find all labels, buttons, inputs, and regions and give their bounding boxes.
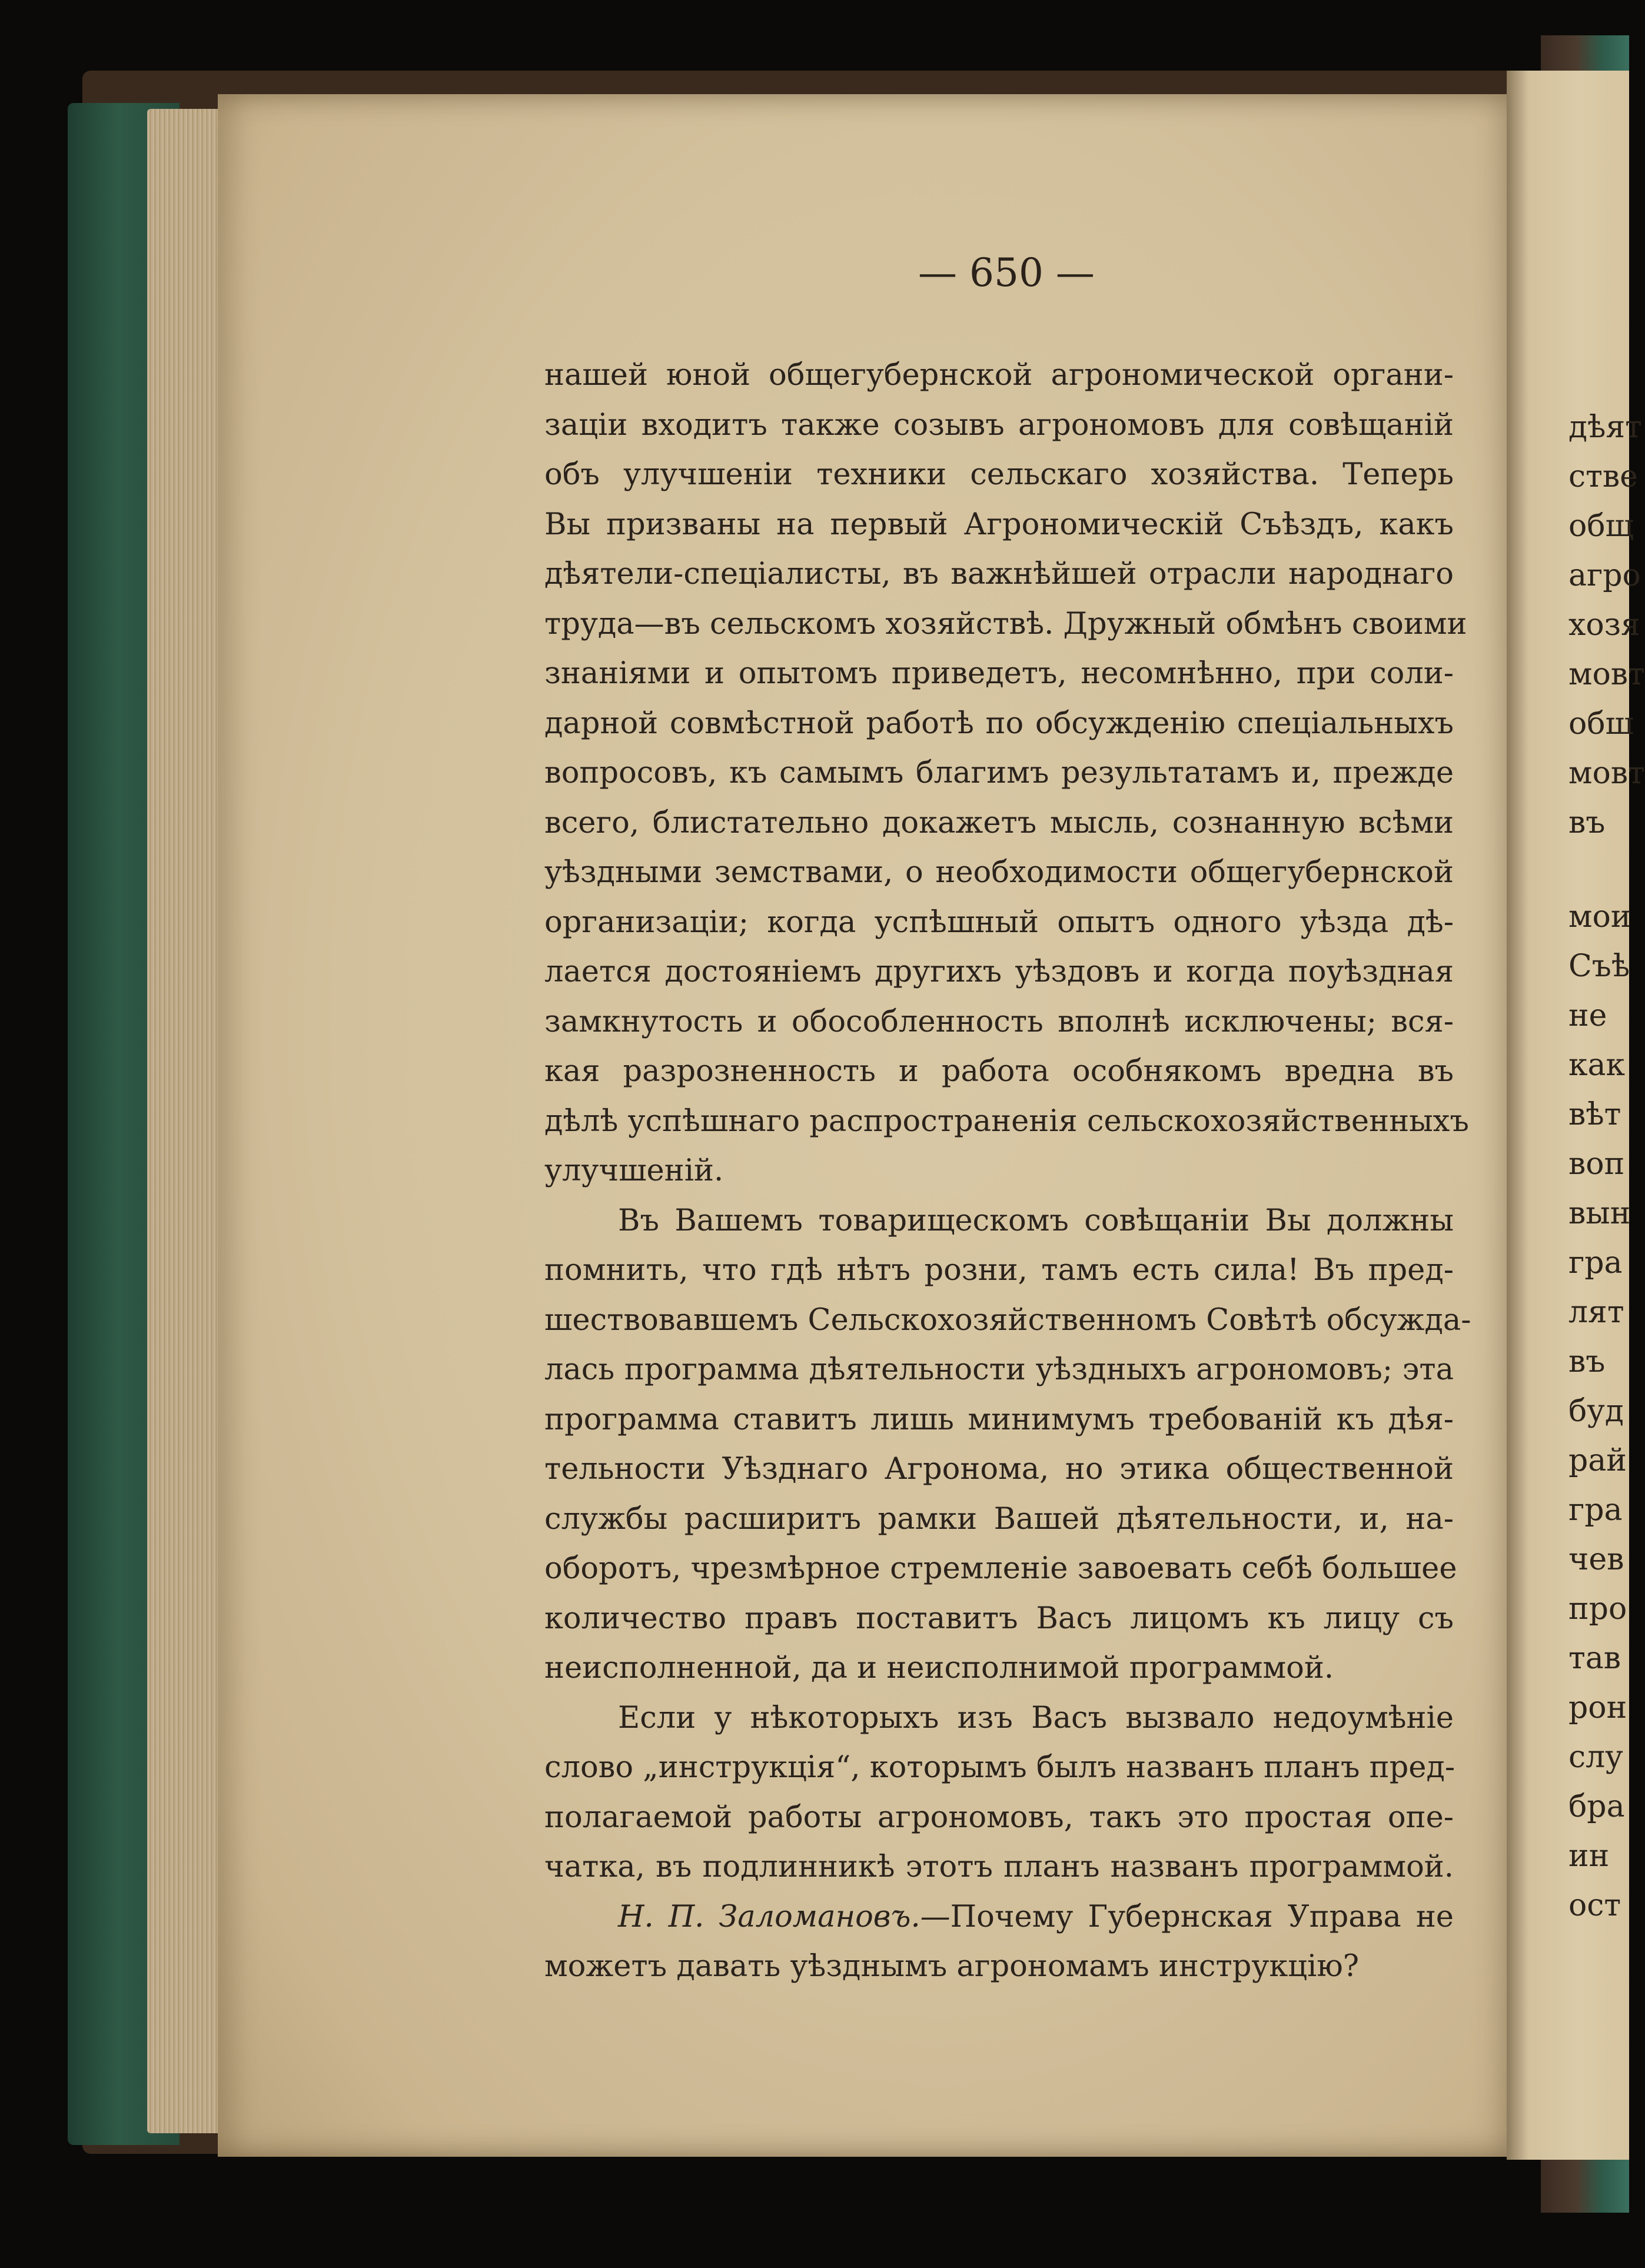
text-line: улучшеній. bbox=[544, 1153, 724, 1188]
text-line: лась программа дѣятельности уѣздныхъ агрономовъ; эта bbox=[544, 1352, 1454, 1387]
speaker-text: Почему Губернская Управа не bbox=[950, 1899, 1454, 1934]
right-page-fragment: ост bbox=[1568, 1888, 1621, 1923]
right-page-fragment: слу bbox=[1568, 1740, 1623, 1775]
text-line: Въ Вашемъ товарищескомъ совѣщаніи Вы должны bbox=[618, 1203, 1454, 1238]
text-line: оборотъ, чрезмѣрное стремленіе завоевать себѣ большее bbox=[544, 1551, 1457, 1586]
text-line: шествовавшемъ Сельскохозяйственномъ Совѣтѣ обсуждa- bbox=[544, 1302, 1471, 1338]
text-line: помнить, что гдѣ нѣтъ розни, тамъ есть сила! Въ пред- bbox=[544, 1253, 1454, 1288]
right-page-fragment: вѣт bbox=[1568, 1097, 1621, 1132]
right-page-fragment: чев bbox=[1568, 1542, 1624, 1577]
text-line: Вы призваны на первый Агрономическій Съѣздъ, какъ bbox=[544, 507, 1454, 542]
text-line: количество правъ поставитъ Васъ лицомъ къ лицу съ bbox=[544, 1601, 1454, 1636]
text-line: можетъ давать уѣзднымъ агрономамъ инструкцію? bbox=[544, 1949, 1360, 1984]
text-line: заціи входитъ также созывъ агрономовъ для совѣщаній bbox=[544, 407, 1454, 443]
text-line: вопросовъ, къ самымъ благимъ результатамъ и, прежде bbox=[544, 756, 1454, 790]
text-line: лается достояніемъ другихъ уѣздовъ и когда поуѣздная bbox=[544, 955, 1454, 989]
right-page-fragment: въ bbox=[1568, 1344, 1606, 1379]
right-page-fragment: гра bbox=[1568, 1245, 1623, 1281]
right-page-fragment: воп bbox=[1568, 1146, 1625, 1182]
text-line: кая разрозненность и работа особнякомъ вредна въ bbox=[544, 1054, 1454, 1089]
text-line: программа ставитъ лишь минимумъ требованій къ дѣя- bbox=[544, 1402, 1454, 1437]
right-page-fragment: как bbox=[1568, 1047, 1626, 1083]
right-page-fragment: вын bbox=[1568, 1196, 1631, 1231]
text-line: дарной совмѣстной работѣ по обсужденію спеціальныхъ bbox=[544, 706, 1454, 741]
right-page-fragment: въ bbox=[1568, 805, 1606, 840]
text-line: неисполненной, да и неисполнимой программой. bbox=[544, 1651, 1334, 1685]
speaker-line bbox=[544, 1893, 1454, 1943]
right-page-fragment: тав bbox=[1568, 1641, 1621, 1676]
right-page-fragment: дѣят bbox=[1568, 410, 1642, 445]
text-line: замкнутость и обособленность вполнѣ исключены; вся- bbox=[544, 1004, 1454, 1039]
body-text bbox=[544, 351, 1471, 1992]
right-page-fragment: Съѣ bbox=[1568, 949, 1630, 984]
right-page-fragment: рон bbox=[1568, 1690, 1627, 1725]
right-page-fragment: ин bbox=[1568, 1838, 1610, 1874]
right-page-fragment: рай bbox=[1568, 1443, 1627, 1478]
text-line: слово „инструкція“, которымъ былъ названъ планъ пред- bbox=[544, 1750, 1455, 1785]
right-page-fragment: общ bbox=[1568, 508, 1634, 544]
speaker-name: Н. П. Заломановъ.— bbox=[618, 1899, 951, 1934]
text-line: уѣздными земствами, о необходимости общегубернской bbox=[544, 855, 1454, 890]
right-page-fragment: мовт bbox=[1568, 657, 1645, 692]
text-line: полагаемой работы агрономовъ, такъ это простая опе- bbox=[544, 1800, 1454, 1835]
right-page-fragment: не bbox=[1568, 998, 1607, 1033]
text-line: службы расширитъ рамки Вашей дѣятельности, и, на- bbox=[544, 1501, 1454, 1537]
right-page-fragment: буд bbox=[1568, 1394, 1624, 1429]
text-line: тельности Уѣзднаго Агронома, но этика общественной bbox=[544, 1452, 1454, 1486]
right-page-fragment: обш bbox=[1568, 706, 1634, 741]
right-page-fragment: про bbox=[1568, 1591, 1627, 1627]
right-page-fragment: лят bbox=[1568, 1295, 1624, 1330]
text-line: всего, блистательно докажетъ мысль, сознанную всѣми bbox=[544, 805, 1454, 840]
text-line: дѣлѣ успѣшнаго распространенія сельскохозяйственныхъ bbox=[544, 1103, 1469, 1139]
right-page-fragment: стве bbox=[1568, 459, 1638, 494]
right-page-fragment: мои bbox=[1568, 899, 1631, 935]
text-line: объ улучшеніи техники сельскаго хозяйства. Теперь bbox=[544, 457, 1454, 492]
right-page-fragment: гра bbox=[1568, 1492, 1623, 1528]
text-line: знаніями и опытомъ приведетъ, несомнѣнно, при соли- bbox=[544, 656, 1454, 691]
text-line: чатка, въ подлинникѣ этотъ планъ названъ программой. bbox=[544, 1850, 1454, 1884]
text-line: нашей юной общегубернской агрономической органи- bbox=[544, 358, 1454, 393]
text-line: Если у нѣкоторыхъ изъ Васъ вызвало недоумѣніе bbox=[618, 1700, 1454, 1735]
right-page-fragment: хозя bbox=[1568, 607, 1640, 643]
page-number: — 650 — bbox=[918, 250, 1095, 295]
right-page-fragment: агро bbox=[1568, 558, 1641, 593]
right-page-fragment: мовт bbox=[1568, 756, 1645, 791]
right-page-fragment: бра bbox=[1568, 1789, 1625, 1824]
text-line: дѣятели-спеціалисты, въ важнѣйшей отрасли народнаго bbox=[544, 557, 1454, 591]
text-line: организаціи; когда успѣшный опытъ одного уѣзда дѣ- bbox=[544, 904, 1454, 940]
text-line: труда—въ сельскомъ хозяйствѣ. Дружный обмѣнъ своими bbox=[544, 606, 1467, 641]
